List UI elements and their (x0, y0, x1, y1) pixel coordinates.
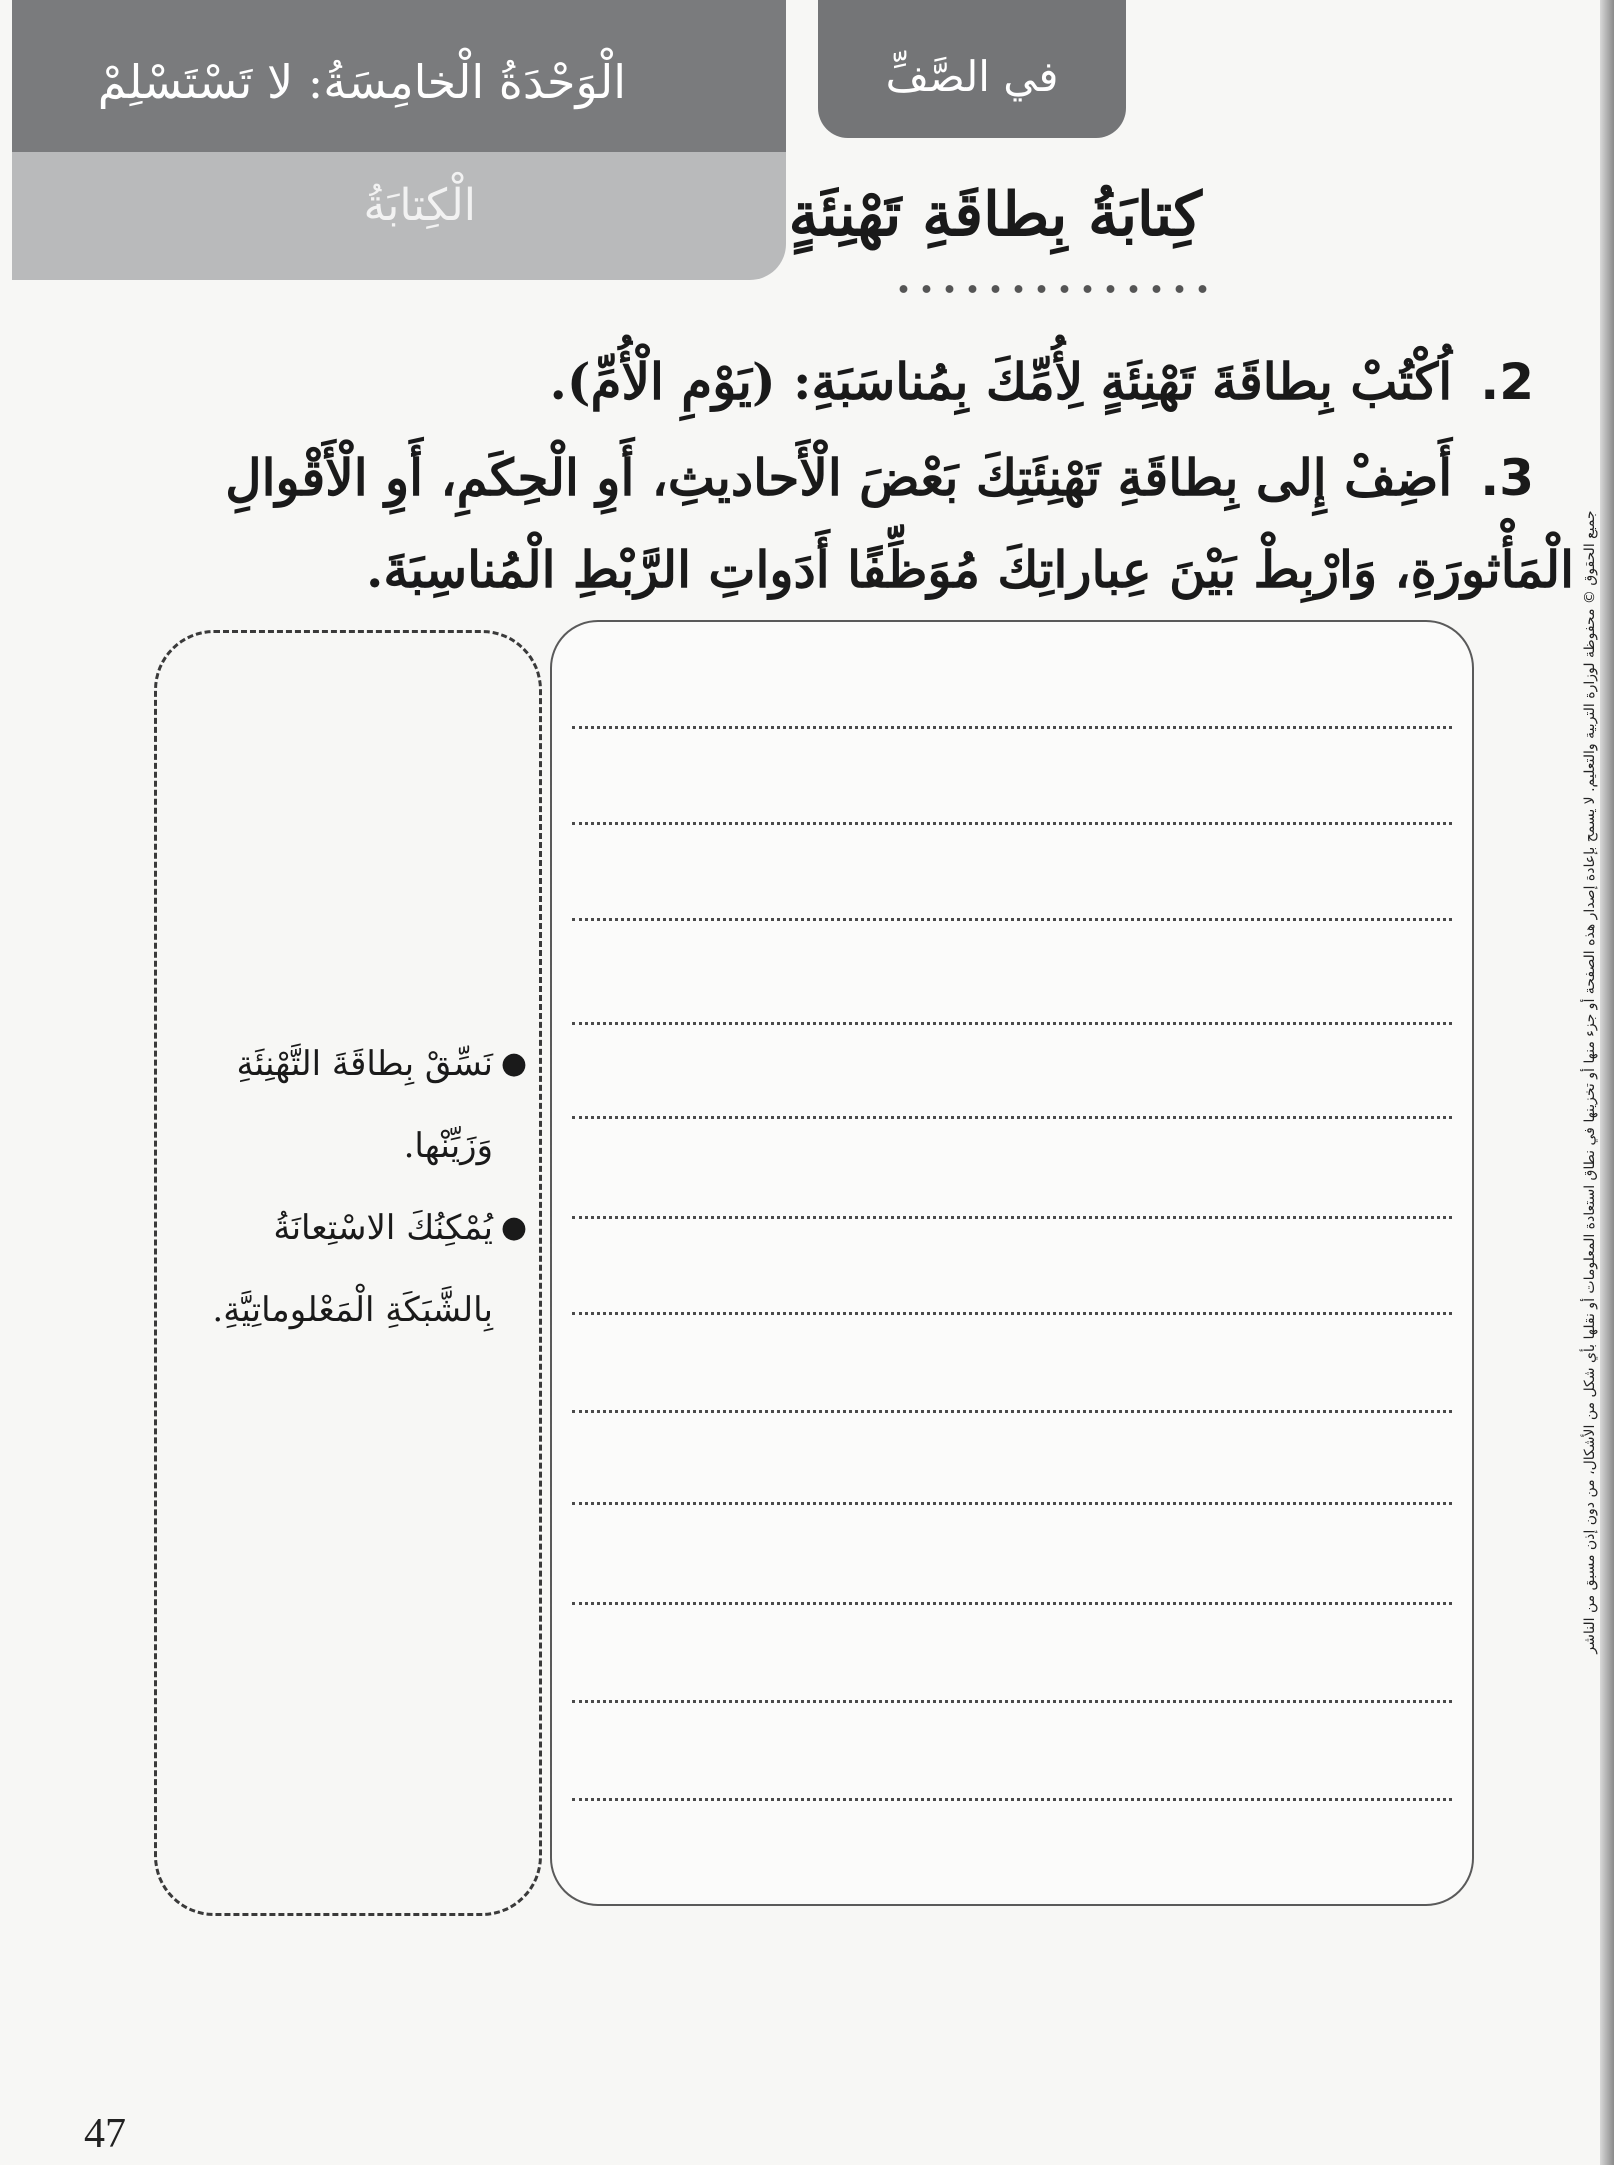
tips-list (167, 1023, 527, 1351)
writing-line[interactable] (572, 918, 1452, 921)
instruction-3-continued (366, 540, 1574, 599)
instruction-text: اُكْتُبْ بِطاقَةَ تَهْنِئَةٍ لِأُمِّكَ بِمُناسَبَةِ: (يَوْمِ الْأُمِّ). (549, 352, 1453, 411)
writing-line[interactable] (572, 1116, 1452, 1119)
tip-item (167, 1023, 527, 1187)
writing-line[interactable] (572, 1022, 1452, 1025)
skill-header (12, 152, 786, 280)
tip-item (167, 1187, 527, 1351)
tip-text: يُمْكِنُكَ الاسْتِعانَةُ بِالشَّبَكَةِ الْمَعْلوماتِيَّةِ. (212, 1208, 493, 1330)
instruction-text: الْمَأْثورَةِ، وَارْبِطْ بَيْنَ عِباراتِكَ مُوَظِّفًا أَدَواتِ الرَّبْطِ الْمُناسِبَةَ. (365, 540, 1574, 599)
copyright-note: جميع الحقوق © محفوظة لوزارة التربية والتعليم. لا يسمح بإعادة إصدار هذه الصفحة أو جزء منها أو تخزينها في نطاق استعادة المعلومات أو نقلها بأي شكل من الأشكال، من دون إذن مسبق من الناشر (1582, 510, 1598, 1654)
title-dot-divider (892, 282, 1214, 296)
instruction-2 (549, 352, 1534, 411)
writing-line[interactable] (572, 726, 1452, 729)
instruction-number: 2. (1480, 353, 1534, 411)
page-number: 47 (84, 2111, 126, 2157)
writing-line[interactable] (572, 1216, 1452, 1219)
instruction-3 (225, 448, 1534, 507)
writing-area[interactable] (550, 620, 1474, 1906)
writing-line[interactable] (572, 1602, 1452, 1605)
unit-title: الْوَحْدَةُ الْخامِسَةُ: لا تَسْتَسْلِمْ (97, 55, 626, 109)
tip-text: نَسِّقْ بِطاقَةَ التَّهْنِئَةِ وَزَيِّنْها. (236, 1044, 493, 1166)
unit-header (12, 0, 786, 152)
class-tab (818, 0, 1126, 138)
instruction-number: 3. (1480, 449, 1534, 507)
writing-line[interactable] (572, 1502, 1452, 1505)
writing-line[interactable] (572, 1798, 1452, 1801)
writing-line[interactable] (572, 1312, 1452, 1315)
class-label: في الصَّفِّ (885, 52, 1059, 101)
bullet-icon: ● (500, 1046, 527, 1081)
writing-line[interactable] (572, 1410, 1452, 1413)
tips-box (154, 630, 542, 1916)
skill-label: الْكِتابَةُ (363, 180, 476, 231)
lesson-title: كِتابَةُ بِطاقَةِ تَهْنِئَةٍ (788, 180, 1202, 250)
writing-line[interactable] (572, 1700, 1452, 1703)
writing-line[interactable] (572, 822, 1452, 825)
instruction-text: أَضِفْ إِلى بِطاقَةِ تَهْنِئَتِكَ بَعْضَ الْأَحاديثِ، أَوِ الْحِكَمِ، أَوِ الْأَقْوالِ (225, 448, 1453, 507)
bullet-icon: ● (500, 1210, 527, 1245)
page-edge-shadow (1600, 0, 1614, 2165)
